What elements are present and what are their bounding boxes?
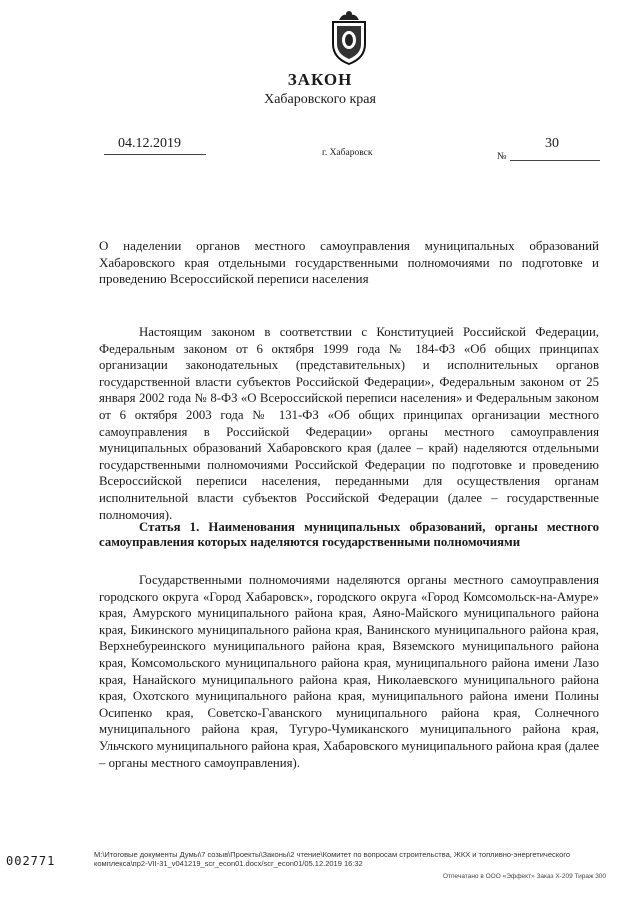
number-sign: № [497, 151, 507, 162]
article-1-heading: Статья 1. Наименования муниципальных образований, органы местного самоуправления которых наделяются государственными полномочиями [99, 520, 599, 549]
law-number: 30 [545, 136, 559, 151]
document-region: Хабаровского края [264, 92, 376, 107]
coat-of-arms-emblem [329, 8, 369, 66]
law-subject-title: О наделении органов местного самоуправления муниципальных образований Хабаровского края отдельными государственными полномочиями по подготовке и проведению Всероссийской переписи населения [99, 238, 599, 286]
law-city: г. Хабаровск [322, 148, 373, 158]
footer-print-note: Отпечатано в ООО «Эффект» Заказ Х-209 Тираж 300 [443, 873, 607, 880]
document-title: ЗАКОН [287, 70, 353, 89]
date-underline [104, 154, 206, 155]
preamble-paragraph: Настоящим законом в соответствии с Конституцией Российской Федерации, Федеральным законом от 6 октября 1999 года № 184-ФЗ «Об общих принципах организации законодательных (представительных) и исполнительных органов государственной власти субъектов Российской Федерации», Федеральным законом от 25 января 2002 года № 8-ФЗ «О Всероссийской переписи населения» и Федеральным законом от 6 октября 2003 года № 131-ФЗ «Об общих принципах организации местного самоуправления в Российской Федерации» органы местного самоуправления муниципальных образований Хабаровского края (далее – край) наделяются отдельными государственными полномочиями Российской Федерации по подготовке и проведению Всероссийской переписи населения, переданными для осуществления органам исполнительной власти субъектов Российской Федерации (далее – государственные полномочия). [99, 325, 599, 522]
footer-file-path: М:\Итоговые документы Думы\7 созыв\Проекты\Законы\2 чтение\Комитет по вопросам строительства, ЖКХ и топливно-энергетического комплекса\пр2-VII-31_v041219_scr_econ01.docx/scr_econ01/05.12.2019 16:32 [94, 850, 571, 868]
number-underline [510, 160, 600, 161]
footer-serial-number: 002771 [6, 854, 56, 868]
law-date: 04.12.2019 [118, 136, 181, 151]
article-1-text: Государственными полномочиями наделяются органы местного самоуправления городского округа «Город Хабаровск», городского округа «Город Комсомольск-на-Амуре» края, Амурского муниципального района края, Аяно-Майского муниципального района края, Бикинского муниципального района края, Ванинского муниципального района края, Верхнебуреинского муниципального района края, Вяземского муниципального района края, Комсомольского муниципального района края, муниципального района имени Лазо края, Нанайского муниципального района края, Николаевского муниципального района края, Охотского муниципального района края, муниципального района имени Полины Осипенко края, Советско-Гаванского муниципального района края, Солнечного муниципального района края, Тугуро-Чумиканского муниципального района края, Ульчского муниципального района края, Хабаровского муниципального района края (далее – органы местного самоуправления). [99, 573, 599, 770]
